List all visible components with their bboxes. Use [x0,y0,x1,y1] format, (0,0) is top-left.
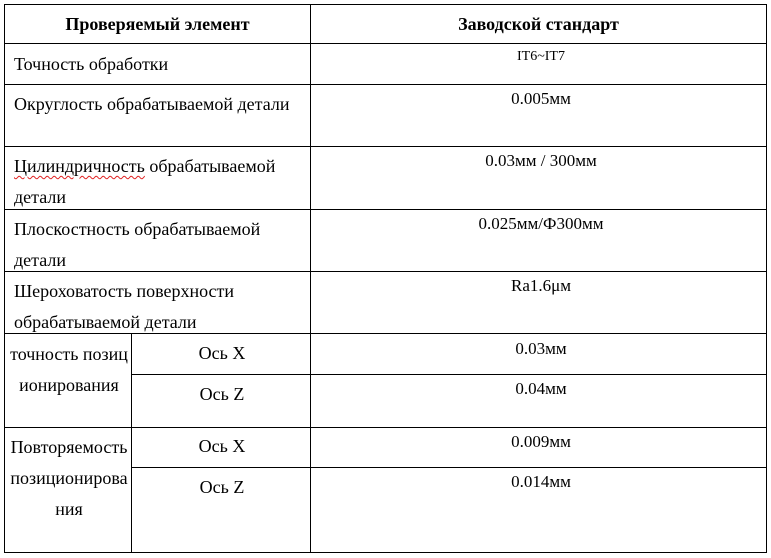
row-value: Ra1.6μм [510,276,571,295]
row-label: Точность обработки [14,54,169,74]
row-divider [131,374,766,375]
row-divider [5,84,766,85]
row-value: 0.025мм/Ф300мм [478,214,604,233]
row-divider [5,146,766,147]
header-item: Проверяемый элемент [65,14,250,34]
positioning-label: точность позиционирования [10,344,128,395]
row-divider [5,43,766,44]
row-divider [5,427,766,428]
row-value: 0.03мм / 300мм [485,151,597,170]
spellcheck-word: Цилиндричность [14,156,145,176]
column-divider [131,333,132,552]
row-label: Плоскостность обрабатываемой детали [14,219,261,270]
row-value: IT6~IT7 [516,49,565,64]
header-standard: Заводской стандарт [458,14,619,34]
row-value: 0.005мм [511,89,571,108]
row-label [14,151,304,213]
row-label-rest: обрабатываемой детали [14,156,276,207]
repeatability-x-value: 0.009мм [511,432,571,451]
positioning-x-value: 0.03мм [515,339,567,358]
column-divider [310,5,311,552]
row-divider [131,467,766,468]
repeatability-label: Повторяемость позиционирования [10,437,128,519]
axis-x-label: Ось X [198,343,246,363]
row-label: Округлость обрабатываемой детали [14,94,290,114]
axis-z-label: Ось Z [199,477,245,497]
axis-x-label: Ось X [198,436,246,456]
row-label: Шероховатость поверхности обрабатываемой детали [14,281,235,332]
positioning-z-value: 0.04мм [515,379,567,398]
axis-z-label: Ось Z [199,384,245,404]
repeatability-z-value: 0.014мм [511,472,571,491]
spec-table [4,4,767,553]
